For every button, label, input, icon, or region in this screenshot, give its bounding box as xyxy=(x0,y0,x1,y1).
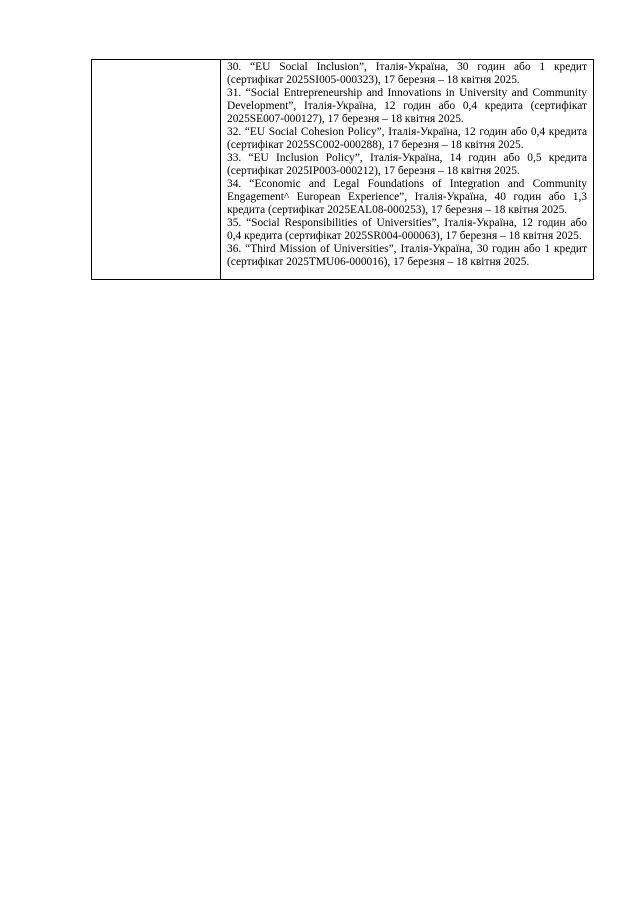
certificates-cell xyxy=(221,60,594,280)
left-empty-cell xyxy=(92,60,221,280)
list-item-36: 36. “Third Mission of Universities”, Італія-Україна, 30 годин або 1 кредит (сертифікат 2025TMU06-000016), 17 березня – 18 квітня 2025. xyxy=(227,243,587,268)
list-item-33: 33. “EU Inclusion Policy”, Італія-Україна, 14 годин або 0,5 кредита (сертифікат 2025IP003-000212), 17 березня – 18 квітня 2025. xyxy=(227,152,587,177)
list-item-32: 32. “EU Social Cohesion Policy”, Італія-Україна, 12 годин або 0,4 кредита (сертифікат 2025SC002-000288), 17 березня – 18 квітня 2025. xyxy=(227,126,587,151)
list-item-31: 31. “Social Entrepreneurship and Innovations in University and Community Development”, Італія-Україна, 12 годин або 0,4 кредита (сертифікат 2025SE007-000127), 17 березня – 18 квітня 2025. xyxy=(227,87,587,125)
certificates-table xyxy=(91,59,594,280)
list-item-34: 34. “Economic and Legal Foundations of Integration and Community Engagement^ European Experience”, Італія-Україна, 40 годин або 1,3 кредита (сертифікат 2025EAL08-000253), 17 березня – 18 квітня 2025. xyxy=(227,178,587,216)
list-item-30: 30. “EU Social Inclusion”, Італія-Україна, 30 годин або 1 кредит (сертифікат 2025SI005-000323), 17 березня – 18 квітня 2025. xyxy=(227,61,587,86)
table-row xyxy=(92,60,594,280)
list-item-35: 35. “Social Responsibilities of Universities”, Італія-Україна, 12 годин або 0,4 кредита (сертифікат 2025SR004-000063), 17 березня – 18 квітня 2025. xyxy=(227,217,587,242)
